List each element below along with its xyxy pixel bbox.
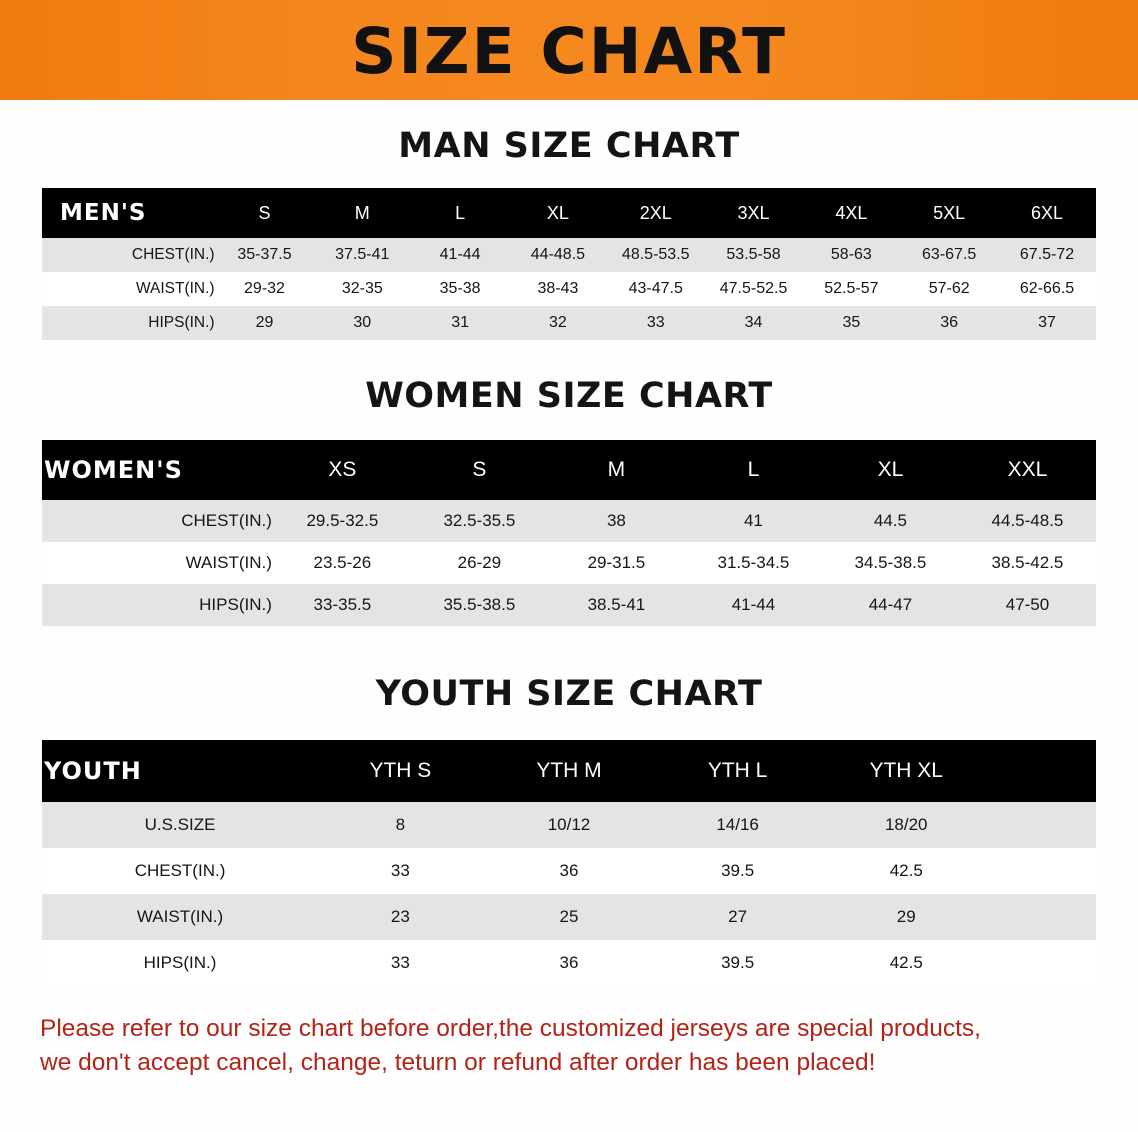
youth-table-body bbox=[42, 802, 1096, 986]
table-cell-spacer bbox=[991, 940, 1096, 986]
table-cell: 35-38 bbox=[439, 280, 481, 297]
women-table-body bbox=[42, 500, 1096, 626]
table-header-row bbox=[42, 188, 1096, 238]
table-cell: 37 bbox=[1038, 314, 1056, 331]
table-cell: 38.5-42.5 bbox=[991, 553, 1064, 572]
table-row bbox=[42, 500, 1096, 542]
youth-header-cell: YTH M bbox=[536, 759, 602, 782]
table-cell: 44.5 bbox=[873, 511, 907, 530]
row-label: WAIST(IN.) bbox=[185, 553, 272, 572]
women-size-table bbox=[42, 440, 1096, 626]
table-cell-spacer bbox=[991, 802, 1096, 848]
table-cell: 63-67.5 bbox=[922, 246, 977, 263]
table-cell: 29.5-32.5 bbox=[306, 511, 379, 530]
table-cell: 36 bbox=[559, 861, 579, 880]
table-row bbox=[42, 306, 1096, 340]
table-cell: 62-66.5 bbox=[1019, 280, 1075, 297]
table-cell-spacer bbox=[991, 894, 1096, 940]
man-table-wrap bbox=[0, 188, 1138, 340]
footer-note-line-1: Please refer to our size chart before order,the customized jerseys are special products, bbox=[40, 1015, 981, 1042]
table-cell: 34 bbox=[744, 314, 763, 331]
table-cell: 53.5-58 bbox=[726, 246, 781, 263]
table-cell: 35 bbox=[842, 314, 861, 331]
table-cell: 33 bbox=[390, 861, 410, 880]
table-cell: 36 bbox=[559, 953, 579, 972]
table-cell: 44-48.5 bbox=[530, 246, 586, 263]
table-row bbox=[42, 802, 1096, 848]
table-cell: 41-44 bbox=[731, 595, 776, 614]
man-header-cell: L bbox=[455, 202, 466, 223]
row-label: CHEST(IN.) bbox=[181, 511, 272, 530]
man-table-body bbox=[42, 238, 1096, 340]
table-header-row bbox=[42, 740, 1096, 802]
row-label: HIPS(IN.) bbox=[148, 314, 215, 331]
table-cell: 44.5-48.5 bbox=[991, 511, 1064, 530]
table-cell: 32 bbox=[549, 314, 567, 331]
youth-header-label: YOUTH bbox=[44, 757, 142, 785]
table-cell: 41-44 bbox=[439, 246, 481, 263]
table-cell: 18/20 bbox=[884, 815, 928, 834]
women-header-cell: XXL bbox=[1007, 458, 1048, 481]
table-row bbox=[42, 542, 1096, 584]
women-header-cell: M bbox=[607, 458, 626, 481]
table-row bbox=[42, 848, 1096, 894]
man-header-cell: 3XL bbox=[737, 202, 770, 223]
table-cell: 34.5-38.5 bbox=[854, 553, 927, 572]
man-header-cell: 4XL bbox=[835, 202, 868, 223]
youth-header-cell: YTH XL bbox=[869, 759, 943, 782]
women-header-cell: XS bbox=[328, 458, 357, 481]
table-cell: 52.5-57 bbox=[824, 280, 879, 297]
table-cell: 10/12 bbox=[547, 815, 591, 834]
table-cell: 29-31.5 bbox=[587, 553, 646, 572]
table-cell: 29 bbox=[896, 907, 916, 926]
table-cell: 42.5 bbox=[889, 861, 923, 880]
row-label: WAIST(IN.) bbox=[136, 907, 224, 926]
table-row bbox=[42, 238, 1096, 272]
youth-size-table bbox=[42, 740, 1096, 986]
table-cell-spacer bbox=[991, 848, 1096, 894]
row-label: HIPS(IN.) bbox=[143, 953, 217, 972]
row-label: U.S.SIZE bbox=[144, 815, 216, 834]
table-cell: 48.5-53.5 bbox=[621, 246, 690, 263]
table-cell: 33-35.5 bbox=[313, 595, 372, 614]
table-cell: 41 bbox=[743, 511, 763, 530]
man-header-cell: 6XL bbox=[1031, 202, 1064, 223]
table-cell: 32.5-35.5 bbox=[443, 511, 516, 530]
table-cell: 27 bbox=[728, 907, 748, 926]
table-cell: 31.5-34.5 bbox=[717, 553, 790, 572]
youth-header-cell: YTH L bbox=[707, 759, 768, 782]
table-row bbox=[42, 584, 1096, 626]
man-header-label: MEN'S bbox=[60, 200, 147, 226]
women-section-title: WOMEN SIZE CHART bbox=[365, 376, 773, 416]
table-cell: 42.5 bbox=[889, 953, 923, 972]
youth-table-wrap bbox=[0, 740, 1138, 986]
footer-note-line-2: we don't accept cancel, change, teturn or refund after order has been placed! bbox=[40, 1048, 876, 1076]
row-label: HIPS(IN.) bbox=[199, 595, 272, 614]
youth-header-cell: YTH S bbox=[369, 759, 432, 782]
table-cell: 32-35 bbox=[341, 280, 383, 297]
man-header-cell: 5XL bbox=[933, 202, 966, 223]
youth-section-title: YOUTH SIZE CHART bbox=[375, 674, 763, 714]
women-header-cell: XL bbox=[877, 458, 904, 481]
table-row bbox=[42, 272, 1096, 306]
table-cell: 8 bbox=[395, 815, 406, 834]
table-cell: 38.5-41 bbox=[587, 595, 646, 614]
table-cell: 31 bbox=[451, 314, 469, 331]
man-header-cell: XL bbox=[546, 202, 569, 223]
women-header-label: WOMEN'S bbox=[44, 456, 183, 484]
man-header-cell: 2XL bbox=[639, 202, 672, 223]
man-section-title: MAN SIZE CHART bbox=[398, 126, 740, 166]
row-label: CHEST(IN.) bbox=[131, 246, 215, 263]
man-table-header bbox=[42, 188, 1096, 238]
table-cell: 38-43 bbox=[537, 280, 579, 297]
table-cell: 23 bbox=[390, 907, 410, 926]
table-cell: 29 bbox=[255, 314, 274, 331]
man-header-cell: M bbox=[354, 202, 370, 223]
table-cell: 14/16 bbox=[716, 815, 759, 834]
table-cell: 26-29 bbox=[457, 553, 502, 572]
table-cell: 36 bbox=[940, 314, 959, 331]
table-row bbox=[42, 894, 1096, 940]
man-header-cell: S bbox=[258, 202, 271, 223]
table-cell: 39.5 bbox=[721, 861, 755, 880]
table-row bbox=[42, 940, 1096, 986]
youth-header-spacer bbox=[991, 740, 1096, 802]
row-label: WAIST(IN.) bbox=[135, 280, 215, 297]
table-cell: 39.5 bbox=[721, 953, 755, 972]
table-cell: 47-50 bbox=[1005, 595, 1050, 614]
table-cell: 37.5-41 bbox=[335, 246, 390, 263]
table-cell: 58-63 bbox=[830, 246, 872, 263]
footer-note bbox=[0, 1012, 1138, 1080]
women-table-wrap bbox=[0, 440, 1138, 626]
page-title: SIZE CHART bbox=[351, 14, 787, 88]
table-cell: 47.5-52.5 bbox=[719, 280, 788, 297]
table-cell: 29-32 bbox=[244, 280, 285, 297]
table-cell: 44-47 bbox=[868, 595, 913, 614]
youth-table-header bbox=[42, 740, 1096, 802]
table-cell: 33 bbox=[646, 314, 665, 331]
table-cell: 23.5-26 bbox=[313, 553, 372, 572]
table-cell: 25 bbox=[559, 907, 579, 926]
header-banner bbox=[0, 0, 1138, 100]
table-header-row bbox=[42, 440, 1096, 500]
table-cell: 35-37.5 bbox=[237, 246, 292, 263]
table-cell: 67.5-72 bbox=[1019, 246, 1075, 263]
table-cell: 33 bbox=[390, 953, 410, 972]
women-header-cell: S bbox=[472, 458, 487, 481]
table-cell: 43-47.5 bbox=[628, 280, 683, 297]
women-table-header bbox=[42, 440, 1096, 500]
table-cell: 57-62 bbox=[928, 280, 970, 297]
row-label: CHEST(IN.) bbox=[134, 861, 226, 880]
table-cell: 38 bbox=[606, 511, 626, 530]
table-cell: 30 bbox=[353, 314, 372, 331]
women-header-cell: L bbox=[747, 458, 760, 481]
table-cell: 35.5-38.5 bbox=[443, 595, 516, 614]
man-size-table bbox=[42, 188, 1096, 340]
